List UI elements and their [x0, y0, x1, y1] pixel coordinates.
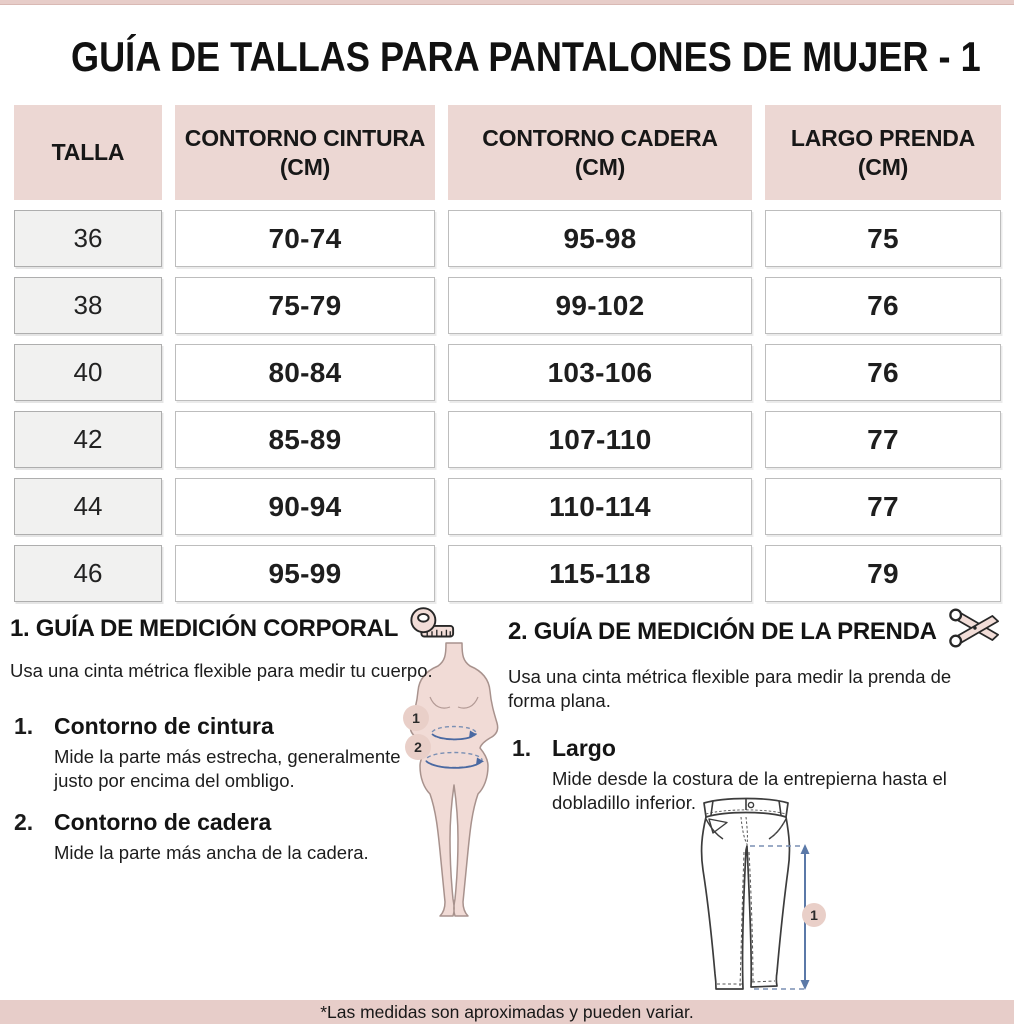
list-item-desc: Mide desde la costura de la entrepierna hasta el dobladillo inferior.: [552, 768, 947, 814]
cell-cintura: 70-74: [175, 210, 435, 267]
column-header-talla: [14, 105, 162, 200]
scissors-icon: [947, 606, 1001, 657]
size-table: [14, 105, 1001, 602]
column-header-unit: (CM): [574, 153, 626, 180]
column-header-label: TALLA: [51, 139, 125, 166]
list-item-desc: Mide la parte más estrecha, generalmente justo por encima del ombligo.: [54, 746, 401, 792]
column-header-cadera: [448, 105, 752, 200]
garment-guide-list: [508, 735, 1010, 815]
garment-section-heading-text: 2. GUÍA DE MEDICIÓN DE LA PRENDA: [508, 617, 937, 645]
list-item: [10, 713, 504, 793]
column-header-label: CONTORNO CINTURA: [184, 125, 426, 152]
cell-cintura: 85-89: [175, 411, 435, 468]
body-section-heading-text: 1. GUÍA DE MEDICIÓN CORPORAL: [10, 614, 399, 642]
column-header-largo: [765, 105, 1001, 200]
cell-cadera: 110-114: [448, 478, 752, 535]
column-header-cintura: [175, 105, 435, 200]
cell-largo: 77: [765, 478, 1001, 535]
body-section-intro: Usa una cinta métrica flexible para medir tu cuerpo.: [10, 660, 433, 681]
cell-cintura: 90-94: [175, 478, 435, 535]
cell-cadera: 103-106: [448, 344, 752, 401]
cell-cadera: 115-118: [448, 545, 752, 602]
garment-measurement-section: [508, 606, 1010, 831]
measuring-tape-icon: [408, 606, 456, 651]
marker-length-number: 1: [810, 907, 818, 923]
list-item-title: Largo: [552, 735, 616, 762]
list-item-title: Contorno de cintura: [54, 713, 274, 740]
cell-talla: 42: [14, 411, 162, 468]
cell-talla: 40: [14, 344, 162, 401]
body-guide-list: [10, 713, 504, 865]
marker-waist-number: 1: [412, 710, 420, 726]
cell-cintura: 75-79: [175, 277, 435, 334]
list-item: [10, 809, 504, 865]
marker-hip-number: 2: [414, 739, 422, 755]
pants-outline: [702, 817, 790, 989]
cell-largo: 77: [765, 411, 1001, 468]
list-item: [508, 735, 1010, 815]
garment-section-heading: [508, 606, 1010, 657]
list-item-title: Contorno de cadera: [54, 809, 272, 836]
column-header-unit: (CM): [279, 153, 331, 180]
footer-note: *Las medidas son aproximadas y pueden variar.: [320, 1001, 694, 1022]
list-item-desc: Mide la parte más ancha de la cadera.: [54, 842, 369, 864]
list-item-number: 2.: [14, 809, 34, 836]
cell-talla: 36: [14, 210, 162, 267]
cell-talla: 46: [14, 545, 162, 602]
list-item-number: 1.: [14, 713, 34, 740]
garment-section-intro: Usa una cinta métrica flexible para medir la prenda de forma plana.: [508, 666, 952, 712]
cell-largo: 79: [765, 545, 1001, 602]
cell-talla: 44: [14, 478, 162, 535]
cell-cadera: 95-98: [448, 210, 752, 267]
cell-talla: 38: [14, 277, 162, 334]
column-header-unit: (CM): [857, 153, 909, 180]
page-title: GUÍA DE TALLAS PARA PANTALONES DE MUJER - 1: [70, 33, 981, 80]
cell-largo: 75: [765, 210, 1001, 267]
body-section-heading: [10, 606, 504, 651]
column-header-label: LARGO PRENDA: [790, 125, 976, 152]
column-header-label: CONTORNO CADERA: [482, 125, 718, 152]
footer-strip: [0, 1000, 1014, 1024]
cell-largo: 76: [765, 344, 1001, 401]
cell-cintura: 95-99: [175, 545, 435, 602]
cell-largo: 76: [765, 277, 1001, 334]
cell-cintura: 80-84: [175, 344, 435, 401]
top-accent-strip: [0, 0, 1014, 5]
list-item-number: 1.: [512, 735, 532, 762]
cell-cadera: 99-102: [448, 277, 752, 334]
body-measurement-section: [10, 606, 504, 881]
cell-cadera: 107-110: [448, 411, 752, 468]
